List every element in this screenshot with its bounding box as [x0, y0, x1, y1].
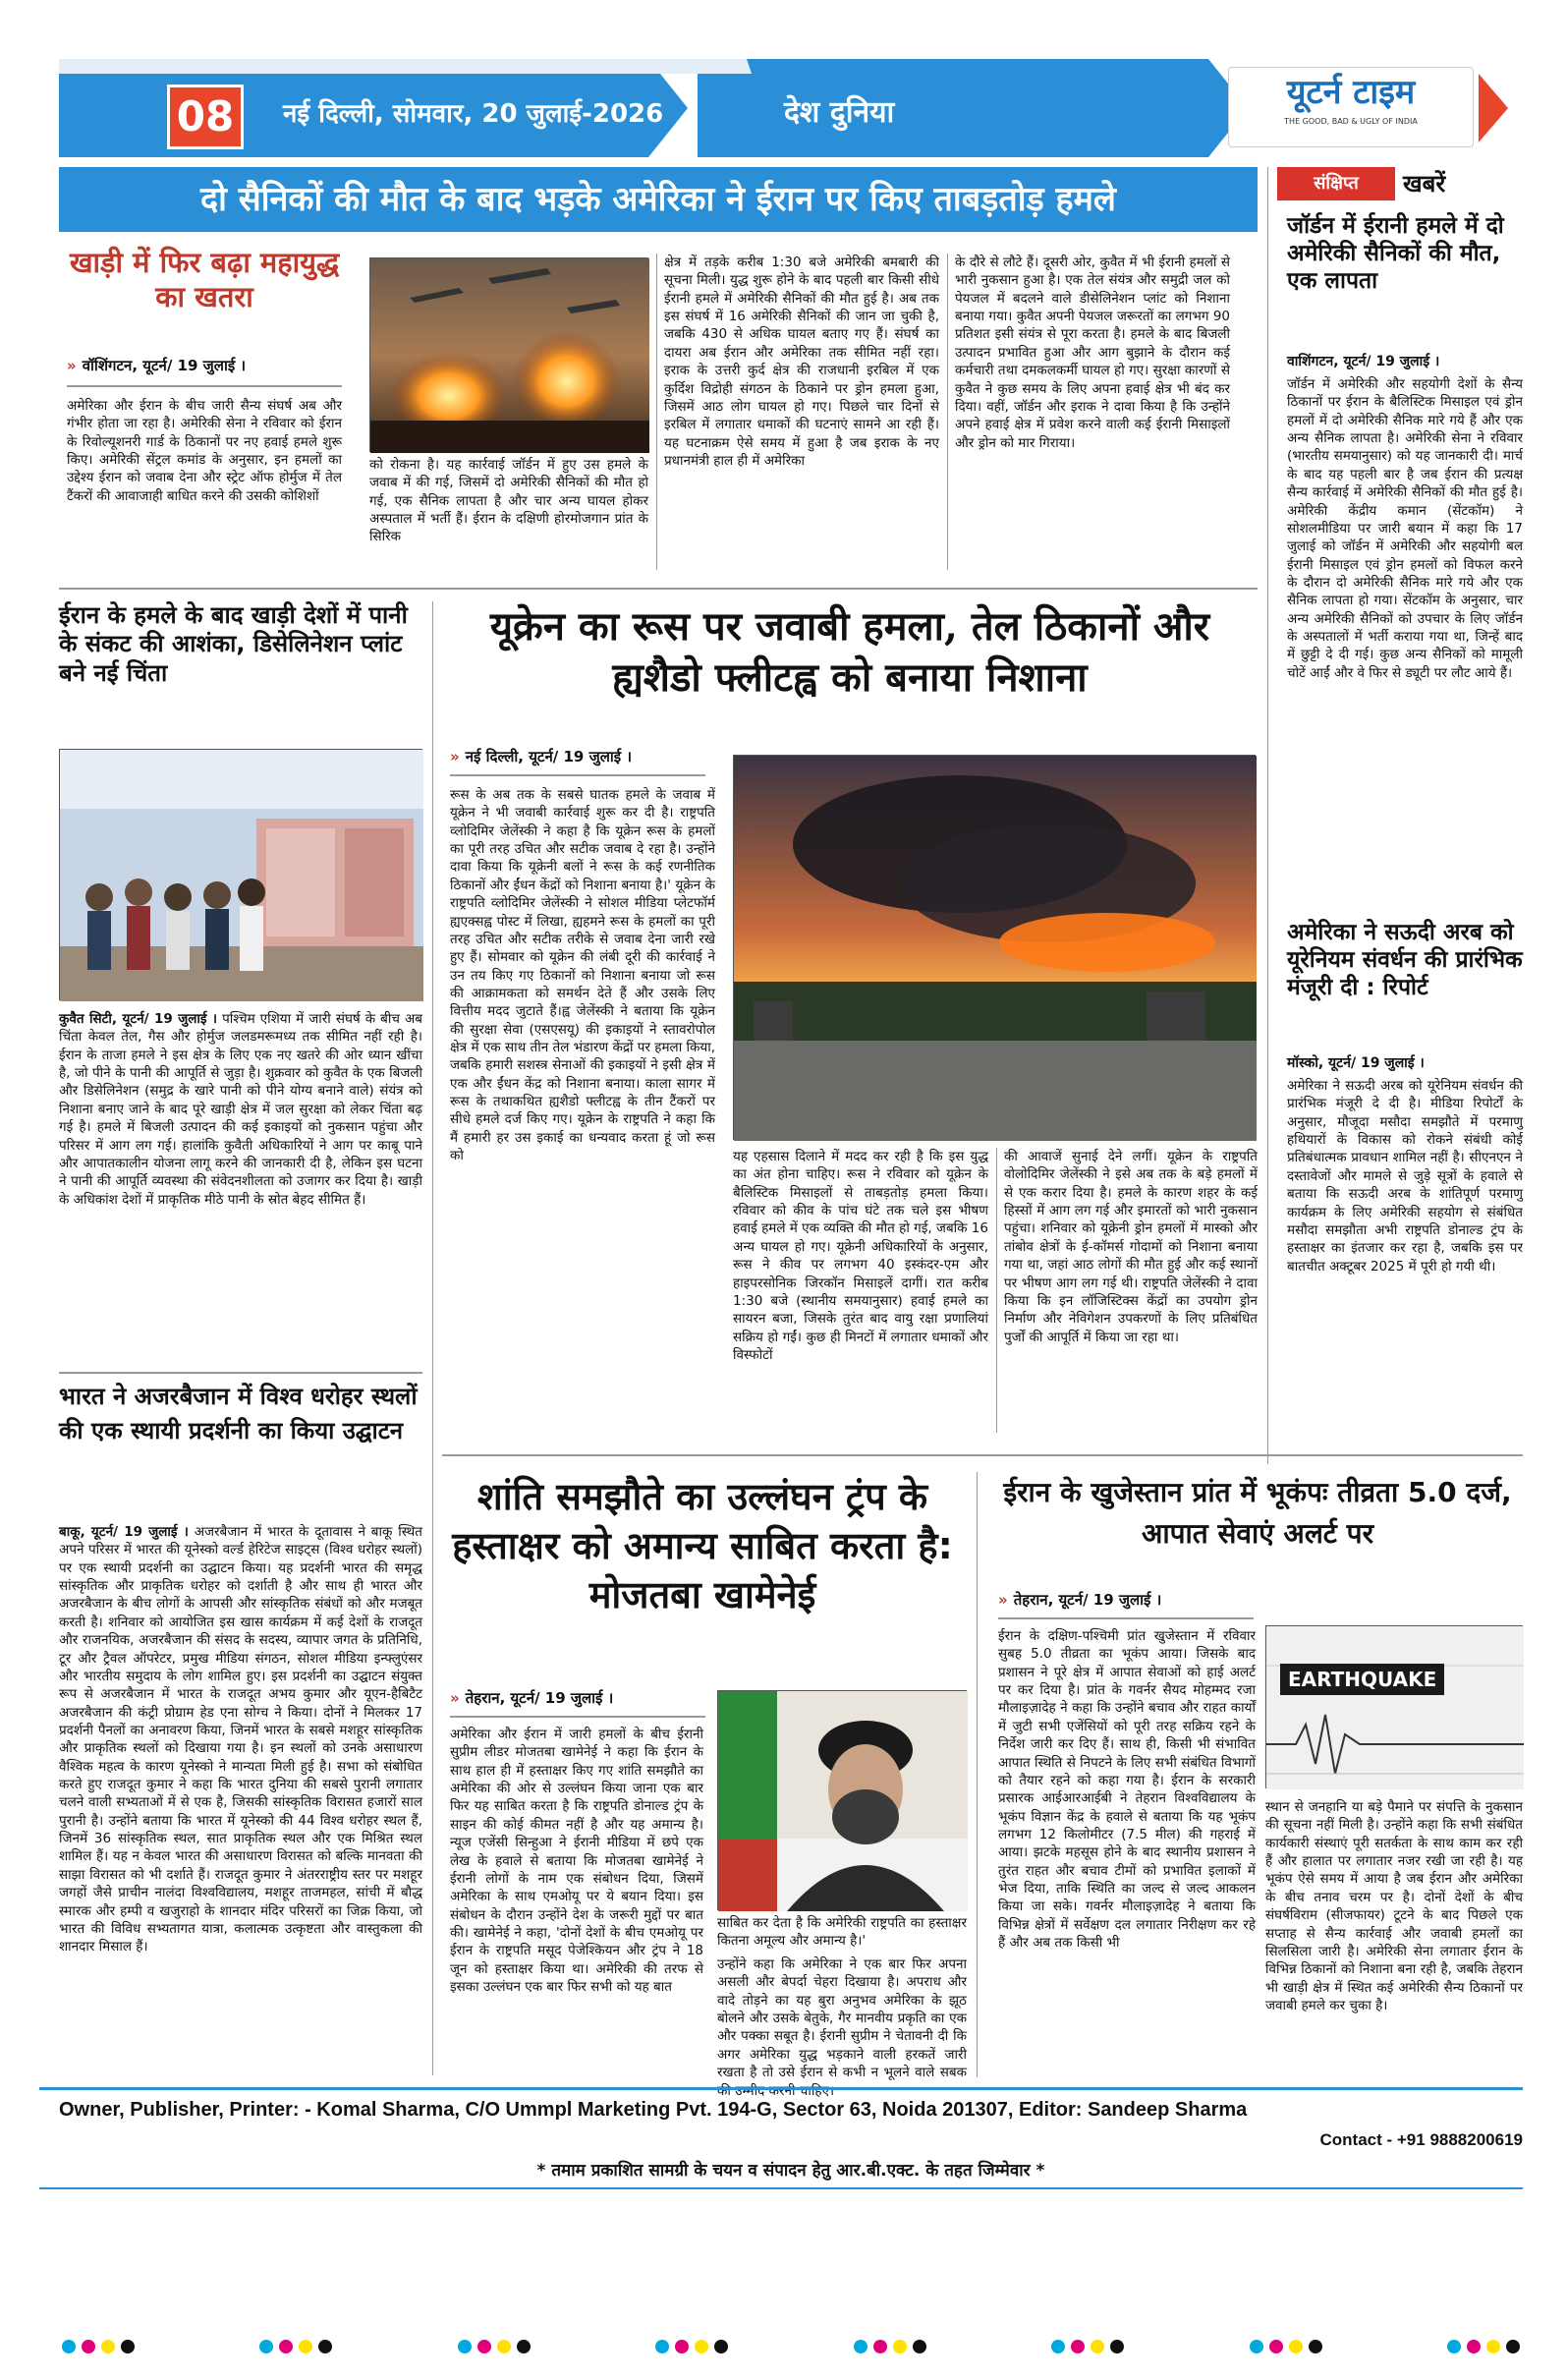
ukraine-photo	[733, 755, 1256, 1140]
section-title: देश दुनिया	[784, 95, 895, 130]
logo-text: यूटर्न टाइम	[1286, 73, 1416, 112]
section-rule-left	[59, 588, 1258, 590]
header-dateline: नई दिल्ली, सोमवार, 20 जुलाई-2026	[283, 99, 664, 129]
quake-dateline: » तेहरान, यूटर्न/ 19 जुलाई ।	[998, 1591, 1162, 1609]
kuwait-dateline: कुवैत सिटी, यूटर्न/ 19 जुलाई ।	[59, 1011, 218, 1027]
kuwait-photo	[59, 749, 422, 1000]
sidebar-s2-body: अमेरिका ने सऊदी अरब को यूरेनियम संवर्धन की प्रारंभिक मंजूरी दे दी है। मीडिया रिपोर्टों के अनुसार, मौजूदा मसौदा समझौते में परमाणु हथियारों के विकास को रोकने संबंधी कोई प्रतिबंधात्मक प्रावधान शामिल नहीं है। सीएनएन ने दस्तावेजों और मामले से जुड़े सूत्रों के हवाले से बताया कि सऊदी अरब के शांतिपूर्ण परमाणु कार्यक्रम के लिए अमेरिकी सहयोग से संबंधित मसौदा समझौता अभी राष्ट्रपति डोनाल्ड ट्रंप के हस्ताक्षर का इंतजार कर रहा है, जबकि इस पर बातचीत अक्टूबर 2025 में पूरी हो गयी थी।	[1287, 1078, 1523, 1275]
left-column-divider	[432, 601, 433, 2075]
quake-col1: ईरान के दक्षिण-पश्चिमी प्रांत खुजेस्तान में रविवार सुबह 5.0 तीव्रता का भूकंप आया। जिसके बाद प्रशासन ने पूरे क्षेत्र में आपात सेवाओं को हाई अलर्ट पर कर दिया है। प्रांत के गवर्नर सैयद मोहम्मद रजा मौलाइज़ादेह ने कहा कि उन्होंने बचाव और राहत कार्यों में जुटी सभी एजेंसियों को पूरी तरह सक्रिय रहने के निर्देश जारी कर दिए हैं। साथ ही, किसी भी संभावित आपात स्थिति से निपटने के लिए सभी संबंधित विभागों को तैयार रहने को कहा गया है। ईरान के सरकारी प्रसारक आईआरआईबी ने तेहरान विश्वविद्यालय के भूकंप विज्ञान केंद्र के हवाले से बताया कि यह भूकंप लगभग 12 किलोमीटर (7.5 मील) की गहराई में आया। झटके महसूस होने के बाद स्थानीय प्रशासन ने तुरंत राहत और बचाव टीमों को प्रभावित इलाकों में भेज दिया, ताकि स्थिति का जल्द से जल्द आकलन किया जा सके। गवर्नर मौलाइज़ादेह ने बताया कि विभिन्न क्षेत्रों में सर्वेक्षण दल लगातार निरीक्षण कर रहे हैं और अब तक किसी भी	[998, 1628, 1256, 1952]
khamenei-col2a: साबित कर देता है कि अमेरिकी राष्ट्रपति का हस्ताक्षर कितना अमूल्य और अमान्य है।'	[717, 1915, 967, 1950]
page-header	[59, 59, 1523, 157]
baku-dateline: बाकू, यूटर्न/ 19 जुलाई ।	[59, 1524, 189, 1540]
lead-headline: दो सैनिकों की मौत के बाद भड़के अमेरिका ने ईरान पर किए ताबड़तोड़ हमले	[200, 180, 1116, 219]
footer-rule	[39, 2087, 1523, 2090]
lead-dateline: » वॉशिंगटन, यूटर्न/ 19 जुलाई ।	[67, 357, 247, 374]
footer-disclaimer: * तमाम प्रकाशित सामग्री के चयन व संपादन हेतु आर.बी.एक्ट. के तहत जिम्मेवार *	[536, 2161, 1045, 2181]
lead-col3: क्षेत्र में तड़के करीब 1:30 बजे अमेरिकी बमबारी की सूचना मिली। युद्ध शुरू होने के बाद पहली बार किसी सीधे ईरानी हमले में अमेरिकी सैनिकों की मौत हुई है। अब तक इस संघर्ष में 16 अमेरिकी सैनिकों की जान जा चुकी है, जबकि 430 से अधिक घायल बताए गए हैं। संघर्ष का दायरा अब ईरान और अमेरिका तक सीमित नहीं रहा। इराक के उत्तरी कुर्द क्षेत्र की राजधानी इरबिल में एक कुर्दिश विद्रोही संगठन के ठिकाने पर ड्रोन हमला हुआ, जिसमें आठ लोग घायल हो गए। पिछले चार दिनों से इरबिल में लगातार धमाकों की घटनाएं सामने आ रही हैं। यह घटनाक्रम ऐसे समय में हुआ है जब इराक के नए प्रधानमंत्री हाल ही में अमेरिका	[664, 255, 939, 469]
lead-col4: के दौरे से लौटे हैं। दूसरी ओर, कुवैत में भी ईरानी हमलों से भारी नुकसान हुआ है। एक तेल संयंत्र और समुद्री जल को पेयजल में बदलने वाले डीसेलिनेशन प्लांट को निशाना बनाया गया। कुवैत अपनी पेयजल जरूरतों का लगभग 90 प्रतिशत इसी संयंत्र से पूरा करता है। हमले के बाद बिजली उत्पादन प्रभावित हुआ और आग बुझाने के दौरान कई कर्मचारी तथा दमकलकर्मी घायल हो गए। सुरक्षा कारणों से कुवैत ने कुछ समय के लिए अपना हवाई क्षेत्र भी बंद कर दिया। वहीं, जॉर्डन और इराक ने दावा किया है कि उन्होंने अपने हवाई क्षेत्र में प्रवेश करने वाली कई ईरानी मिसाइलों और ड्रोन को मार गिराया।	[955, 255, 1230, 451]
lead-headline-bar	[59, 167, 1258, 232]
khamenei-col2: उन्होंने कहा कि अमेरिका ने एक बार फिर अपना असली और बेपर्दा चेहरा दिखाया है। अपराध और वादे तोड़ने का यह बुरा अनुभव अमेरिका के झूठ बोलने और उसके बेतुके, गैर मानवीय प्रकृति का एक और पक्का सबूत है। ईरानी सुप्रीम ने चेतावनी दी कि अगर अमेरिका युद्ध भड़काने वाली हरकतें जारी रखता है तो उसे ईरान से कभी न भूलने वाले सबक की उम्मीद करनी चाहिए।	[717, 1956, 967, 2099]
ukraine-headline: यूक्रेन का रूस पर जवाबी हमला, तेल ठिकानों और ह्यशैडो फ्लीटह्व को बनाया निशाना	[489, 603, 1210, 701]
arrow-icon: »	[450, 748, 460, 765]
reg-mark-group	[455, 2339, 533, 2357]
baku-body	[59, 1523, 422, 2077]
page-number-box	[167, 85, 244, 149]
sidebar-divider	[1267, 167, 1268, 1464]
masthead-logo	[1228, 67, 1474, 147]
logo-arrow-icon	[1479, 59, 1518, 157]
sidebar-tag-news: खबरें	[1403, 170, 1446, 198]
reg-mark-group	[59, 2339, 138, 2357]
page-number: 08	[176, 92, 235, 141]
sidebar-s1-headline: जॉर्डन में ईरानी हमले में दो अमेरिकी सैनिकों की मौत, एक लापता	[1287, 213, 1504, 295]
ukraine-rule	[450, 774, 705, 776]
reg-mark-group	[652, 2339, 731, 2357]
quake-rule	[998, 1617, 1254, 1619]
sidebar-s1-body: जॉर्डन में अमेरिकी और सहयोगी देशों के सैन्य ठिकानों पर ईरान के बैलिस्टिक मिसाइल एवं ड्रोन हमलों में दो अमेरिकी सैनिक मारे गये हैं और एक अन्य सैनिक लापता है। अमेरिकी सेना ने रविवार (भारतीय समयानुसार) को यह जानकारी दी। मार्च के बाद यह पहली बार है जब ईरान की प्रत्यक्ष सैन्य कार्रवाई में अमेरिकी सैनिकों की मौत हुई है। अमेरिकी केंद्रीय कमान (सेंटकॉम) ने सोशलमीडिया पर जारी बयान में कहा कि 17 जुलाई को जॉर्डन में अमेरिकी और सहयोगी बल ईरानी मिसाइल एवं ड्रोन हमलों को विफल करने के दौरान दो अमेरिकी सैनिक मारे गये और एक सैनिक लापता हो गया। सेंटकॉम के अनुसार, चार अन्य अमेरिकी सैनिकों को उपचार के लिए जॉर्डन के अस्पतालों में भर्ती कराया गया था, जिन्हें बाद में छुट्टी दे दी गई। कुछ अन्य सैनिकों को मामूली चोटें आईं और वे फिर से ड्यूटी पर लौट आये हैं।	[1287, 376, 1523, 681]
lead-col1: अमेरिका और ईरान के बीच जारी सैन्य संघर्ष अब और गंभीर होता जा रहा है। अमेरिकी सेना ने रविवार को ईरान के रिवोल्यूशनरी गार्ड के ठिकानों पर नए हवाई हमले शुरू किए। अमेरिकी सेंट्रल कमांड के अनुसार, इन हमलों का उद्देश्य ईरान को जवाब देना और स्ट्रेट ऑफ होर्मुज में तेल टैंकरों की आवाजाही बाधित करने की उसकी कोशिशों	[67, 398, 342, 504]
baku-text: अजरबैजान में भारत के दूतावास ने बाकू स्थित अपने परिसर में भारत की यूनेस्को वर्ल्ड हेरिटेज साइट्स (विश्व धरोहर स्थलों) पर एक स्थायी प्रदर्शनी का उद्घाटन किया। यह प्रदर्शनी भारत की समृद्ध सांस्कृतिक और प्राकृतिक धरोहर को दर्शाती है और साथ ही भारत और अजरबैजान के बीच लोगों के आपसी और सांस्कृतिक संबंधों को और मजबूत करती है। शनिवार को आयोजित इस खास कार्यक्रम में कई देशों के राजदूत और राजनयिक, अजरबैजान की संसद के सदस्य, व्यापार जगत के प्रतिनिधि, टूर और ट्रैवल ऑपरेटर, प्रमुख मीडिया संगठन, सोशल मीडिया इन्फ्लुएंसर और भारतीय समुदाय के लोग शामिल हुए। इस प्रदर्शनी का उद्घाटन संयुक्त रूप से अजरबैजान में भारत के राजदूत अभय कुमार और यूएन-हैबिटैट अजरबैजान की कंट्री प्रोग्राम हेड एना सोग्च ने किया। दोनों ने मिलकर 17 प्रदर्शनी पैनलों का अनावरण किया, जिनमें भारत के सबसे मशहूर सांस्कृतिक और प्राकृतिक स्थलों को दिखाया गया है। इन स्थलों को उनके असाधारण वैश्विक महत्व के कारण यूनेस्को ने मान्यता मिली हुई है। सभा को संबोधित करते हुए राजदूत कुमार ने कहा कि भारत दुनिया की सबसे पुरानी लगातार चलने वाली सभ्यताओं में से एक है, जिसकी सांस्कृतिक विरासत हजारों साल पुरानी है। उन्होंने बताया कि भारत में यूनेस्को की 44 विश्व धरोहर स्थल हैं, जिनमें 36 सांस्कृतिक स्थल, सात प्राकृतिक स्थल और एक मिश्रित स्थल शामिल हैं। यह न केवल भारत की असाधारण विरासत को बल्कि मानवता की साझा विरासत को भी दर्शाते हैं। राजदूत कुमार ने अंतरराष्ट्रीय स्तर पर मशहूर जगहों जैसे प्राचीन नालंदा विश्वविद्यालय, मशहूर ताजमहल, सांची में बौद्ध स्मारक और हम्पी व खजुराहो के शानदार मंदिर परिसरों का जिक्र किया, जो भारत की विविध सभ्यतागत यात्रा, कलात्मक उत्कृष्टता और वास्तुकला की शानदार मिसाल हैं।	[59, 1524, 422, 1955]
sidebar-s2-headline: अमेरिका ने सऊदी अरब को यूरेनियम संवर्धन की प्रारंभिक मंजूरी दी : रिपोर्ट	[1287, 920, 1523, 1001]
ukraine-dateline: » नई दिल्ली, यूटर्न/ 19 जुलाई ।	[450, 748, 633, 765]
lead-col2: को रोकना है। यह कार्रवाई जॉर्डन में हुए उस हमले के जवाब में की गई, जिसमें दो अमेरिकी सैनिकों की मौत हो गई, एक सैनिक लापता है और चार अन्य घायल होकर अस्पताल में भर्ती हैं। ईरान के दक्षिणी होरमोजगान प्रांत के सिरिक	[369, 457, 648, 545]
sidebar-tag: संक्षिप्त	[1277, 167, 1395, 200]
khamenei-col1: अमेरिका और ईरान में जारी हमलों के बीच ईरानी सुप्रीम लीडर मोजतबा खामेनेई ने कहा कि ईरान के साथ हाल ही में हस्ताक्षर किए गए शांति समझौते का अमेरिका की ओर से उल्लंघन किया जाना एक बार फिर यह साबित करता है कि राष्ट्रपति डोनाल्ड ट्रंप के साइन की कोई कीमत नहीं है और यह अमान्य है। न्यूज एजेंसी सिन्हुआ ने ईरानी मीडिया में छपे एक लेख के हवाले से बताया कि मोजतबा खामेनेई ने ईरानी लोगों के नाम एक संबोधन दिया, जिसमें अमेरिका के साथ एमओयू पर ये बयान दिया। इस संबोधन के दौरान उन्होंने देश के जरूरी मुद्दों पर बात की। खामेनेई ने कहा, 'दोनों देशों के बीच एमओयू पर ईरान के राष्ट्रपति मसूद पेजेश्कियन और ट्रंप ने 18 जून को हस्ताक्षर किया था। अमेरिकी की तरफ से इसका उल्लंघन एक बार फिर सभी को यह बात	[450, 1727, 703, 1996]
khamenei-dateline: » तेहरान, यूटर्न/ 19 जुलाई ।	[450, 1689, 614, 1707]
kuwait-text: पश्चिम एशिया में जारी संघर्ष के बीच अब चिंता केवल तेल, गैस और होर्मुज जलडमरूमध्य तक सीमित नहीं रही है। ईरान के ताजा हमले ने इस क्षेत्र के लिए एक नए खतरे की ओर ध्यान खींचा है, जो पीने के पानी की आपूर्ति से जुड़ा है। शुक्रवार को कुवैत के एक बिजली और डिसेलिनेशन (समुद्र के खारे पानी को पीने योग्य बनाने वाले) संयंत्र को निशाना बनाए जाने के बाद पूरे खाड़ी क्षेत्र में जल सुरक्षा को लेकर चिंता बढ़ गई है। हमले में बिजली उत्पादन की कई इकाइयों को नुकसान पहुंचा और परिसर में आग लग गई। हालांकि कुवैती अधिकारियों ने आग पर काबू पाने और आपातकालीन योजना लागू करने की जानकारी दी है, लेकिन इस घटना ने पानी की आपूर्ति व्यवस्था की संवेदनशीलता को उजागर कर दिया है। खाड़ी के अधिकांश देशों में प्राकृतिक मीठे पानी के स्रोत बेहद सीमित हैं।	[59, 1011, 422, 1208]
registration-marks	[59, 2339, 1523, 2357]
footer-contact: Contact - +91 9888200619	[1319, 2130, 1523, 2149]
lead-subhead: खाड़ी में फिर बढ़ा महायुद्ध का खतरा	[69, 246, 340, 314]
quake-image-label: EARTHQUAKE	[1280, 1664, 1444, 1695]
reg-mark-group	[1247, 2339, 1325, 2357]
ukraine-divider	[996, 1148, 997, 1433]
footer-imprint: Owner, Publisher, Printer: - Komal Sharma, C/O Ummpl Marketing Pvt. 194-G, Sector 63, Noida 201307, Editor: Sandeep Sharma	[59, 2099, 1248, 2121]
baku-headline: भारत ने अजरबैजान में विश्व धरोहर स्थलों की एक स्थायी प्रदर्शनी का किया उद्घाटन	[59, 1383, 418, 1445]
logo-tagline: THE GOOD, BAD & UGLY OF INDIA	[1284, 117, 1418, 126]
ukraine-col1: रूस के अब तक के सबसे घातक हमले के जवाब में यूक्रेन ने भी जवाबी कार्रवाई शुरू कर दी है। राष्ट्रपति व्लोदिमिर जेलेंस्की ने कहा है कि यूक्रेन रूस के हमलों का पूरी तरह उचित और सटीक जवाब दे रहा है। उन्होंने दावा किया कि यूक्रेनी बलों ने रूस के कई रणनीतिक ठिकानों और ईंधन केंद्रों को निशाना बनाया है।' यूक्रेन के राष्ट्रपति व्लोदिमिर जेलेंस्की ने सोशल मीडिया प्लेटफॉर्म ह्यएक्सह्व पोस्ट में लिखा, ह्यहमने रूस के हमलों का पूरी तरह उचित और सटीक तरीके से जवाब देना जारी रखे हुए हैं। सोमवार को यूक्रेन की लंबी दूरी की कार्रवाई ने उन तय किए गए ठिकानों को निशाना बनाया जो रूस की आक्रामकता को समर्थन देते हैं और उसके लिए वित्तीय मदद जुटाते हैं।ह्व जेलेंस्की ने बताया कि यूक्रेन की सुरक्षा सेवा (एसएसयू) की इकाइयों ने स्तावरोपोल क्षेत्र में एक साथ तीन तेल भंडारण केंद्रों पर हमला किया, जबकि हमारी सशस्त्र सेनाओं की इकाइयों ने इसी क्षेत्र में एक और ईंधन केंद्र को निशाना बनाया। काला सागर में रूस के तथाकथित ह्यशैडो फ्लीटह्व के तीन टैंकरों पर सीधे हमले दर्ज किए गए। यूक्रेन के राष्ट्रपति ने कहा कि मैं हमारी हर उस इकाई का धन्यवाद करता हूं जो रूस को	[450, 787, 715, 1164]
sidebar-header	[1277, 167, 1523, 200]
kuwait-body	[59, 1010, 422, 1364]
baku-rule	[59, 1372, 422, 1374]
quake-photo	[1265, 1625, 1523, 1788]
ukraine-col2: यह एहसास दिलाने में मदद कर रही है कि इस युद्ध का अंत होना चाहिए। रूस ने रविवार को यूक्रेन के बैलिस्टिक मिसाइलों से ताबड़तोड़ हमला किया। रविवार को कीव के पांच घंटे तक चले इस भीषण हवाई हमले में एक व्यक्ति की मौत हो गई, जबकि 16 अन्य घायल हो गए। यूक्रेनी अधिकारियों के अनुसार, रूस ने कीव पर लगभग 40 इस्कंदर-एम और हाइपरसोनिक जिरकॉन मिसाइलें दागीं। रात करीब 1:30 बजे (स्थानीय समयानुसार) हवाई हमले का सायरन बजा, जिसके तुरंत बाद वायु रक्षा प्रणालियां सक्रिय हो गईं। कुछ ही मिनटों में लगातार धमाकों और विस्फोटों	[733, 1149, 988, 1363]
lead-divider-2	[947, 254, 948, 570]
quake-headline: ईरान के खुजेस्तान प्रांत में भूकंपः तीव्रता 5.0 दर्ज, आपात सेवाएं अलर्ट पर	[1003, 1476, 1512, 1550]
lower-rule	[442, 1454, 1523, 1456]
reg-mark-group	[1444, 2339, 1523, 2357]
ukraine-col3: की आवाजें सुनाई देने लगीं। यूक्रेन के राष्ट्रपति वोलोदिमिर जेलेंस्की ने इसे अब तक के बड़े हमलों में से एक करार दिया है। हमले के कारण शहर के कई हिस्सों में आग लग गई और इमारतों को भारी नुकसान पहुंचा। शनिवार को यूक्रेनी ड्रोन हमलों में मास्को और तांबोव क्षेत्रों के ई-कॉमर्स गोदामों को निशाना बनाया गया था, जहां आठ लोगों की मौत हुई और कई स्थानों पर भीषण आग लग गई थी। राष्ट्रपति जेलेंस्की ने दावा किया कि इन लॉजिस्टिक्स केंद्रों का उपयोग ड्रोन निर्माण और नेविगेशन उपकरणों के लिए प्रतिबंधित पुर्जों की आपूर्ति में किया जा रहा था।	[1004, 1149, 1258, 1345]
sidebar-s1-dateline: वाशिंगटन, यूटर्न/ 19 जुलाई ।	[1287, 354, 1440, 369]
khamenei-headline: शांति समझौते का उल्लंघन ट्रंप के हस्ताक्षर को अमान्य साबित करता है: मोजतबा खामेनेई	[452, 1475, 953, 1617]
quake-col2: स्थान से जनहानि या बड़े पैमाने पर संपत्ति के नुकसान की सूचना नहीं मिली है। उन्होंने कहा कि सभी संबंधित कार्यकारी संस्थाएं पूरी सतर्कता के साथ काम कर रही हैं और हालात पर लगातार नजर रखी जा रही है। यह भूकंप ऐसे समय में आया है जब ईरान और अमेरिका के बीच तनाव चरम पर है। दोनों देशों के बीच संघर्षविराम (सीजफायर) टूटने के बाद पिछले एक सप्ताह से सैन्य कार्रवाई और जवाबी हमलों का सिलसिला जारी है। अमेरिकी सेना लगातार ईरान के विभिन्न ठिकानों को निशाना बना रही है, जबकि तेहरान भी खाड़ी क्षेत्र में स्थित कई अमेरिकी सैन्य ठिकानों पर जवाबी हमले कर चुका है।	[1265, 1799, 1523, 2013]
khamenei-photo	[717, 1690, 967, 1910]
khamenei-rule	[450, 1716, 705, 1718]
arrow-icon: »	[998, 1591, 1008, 1609]
lead-photo	[369, 257, 648, 452]
lead-divider-1	[656, 254, 657, 570]
kuwait-headline: ईरान के हमले के बाद खाड़ी देशों में पानी के संकट की आशंका, डिसेलिनेशन प्लांट बने नई चिंता	[59, 601, 408, 687]
arrow-icon: »	[67, 357, 77, 374]
reg-mark-group	[1048, 2339, 1127, 2357]
reg-mark-group	[851, 2339, 929, 2357]
lead-rule	[67, 385, 342, 387]
sidebar-s2-dateline: मॉस्को, यूटर्न/ 19 जुलाई ।	[1287, 1055, 1425, 1071]
khamenei-divider	[977, 1472, 978, 2077]
reg-mark-group	[256, 2339, 335, 2357]
footer-rule-2	[39, 2187, 1523, 2189]
arrow-icon: »	[450, 1689, 460, 1707]
